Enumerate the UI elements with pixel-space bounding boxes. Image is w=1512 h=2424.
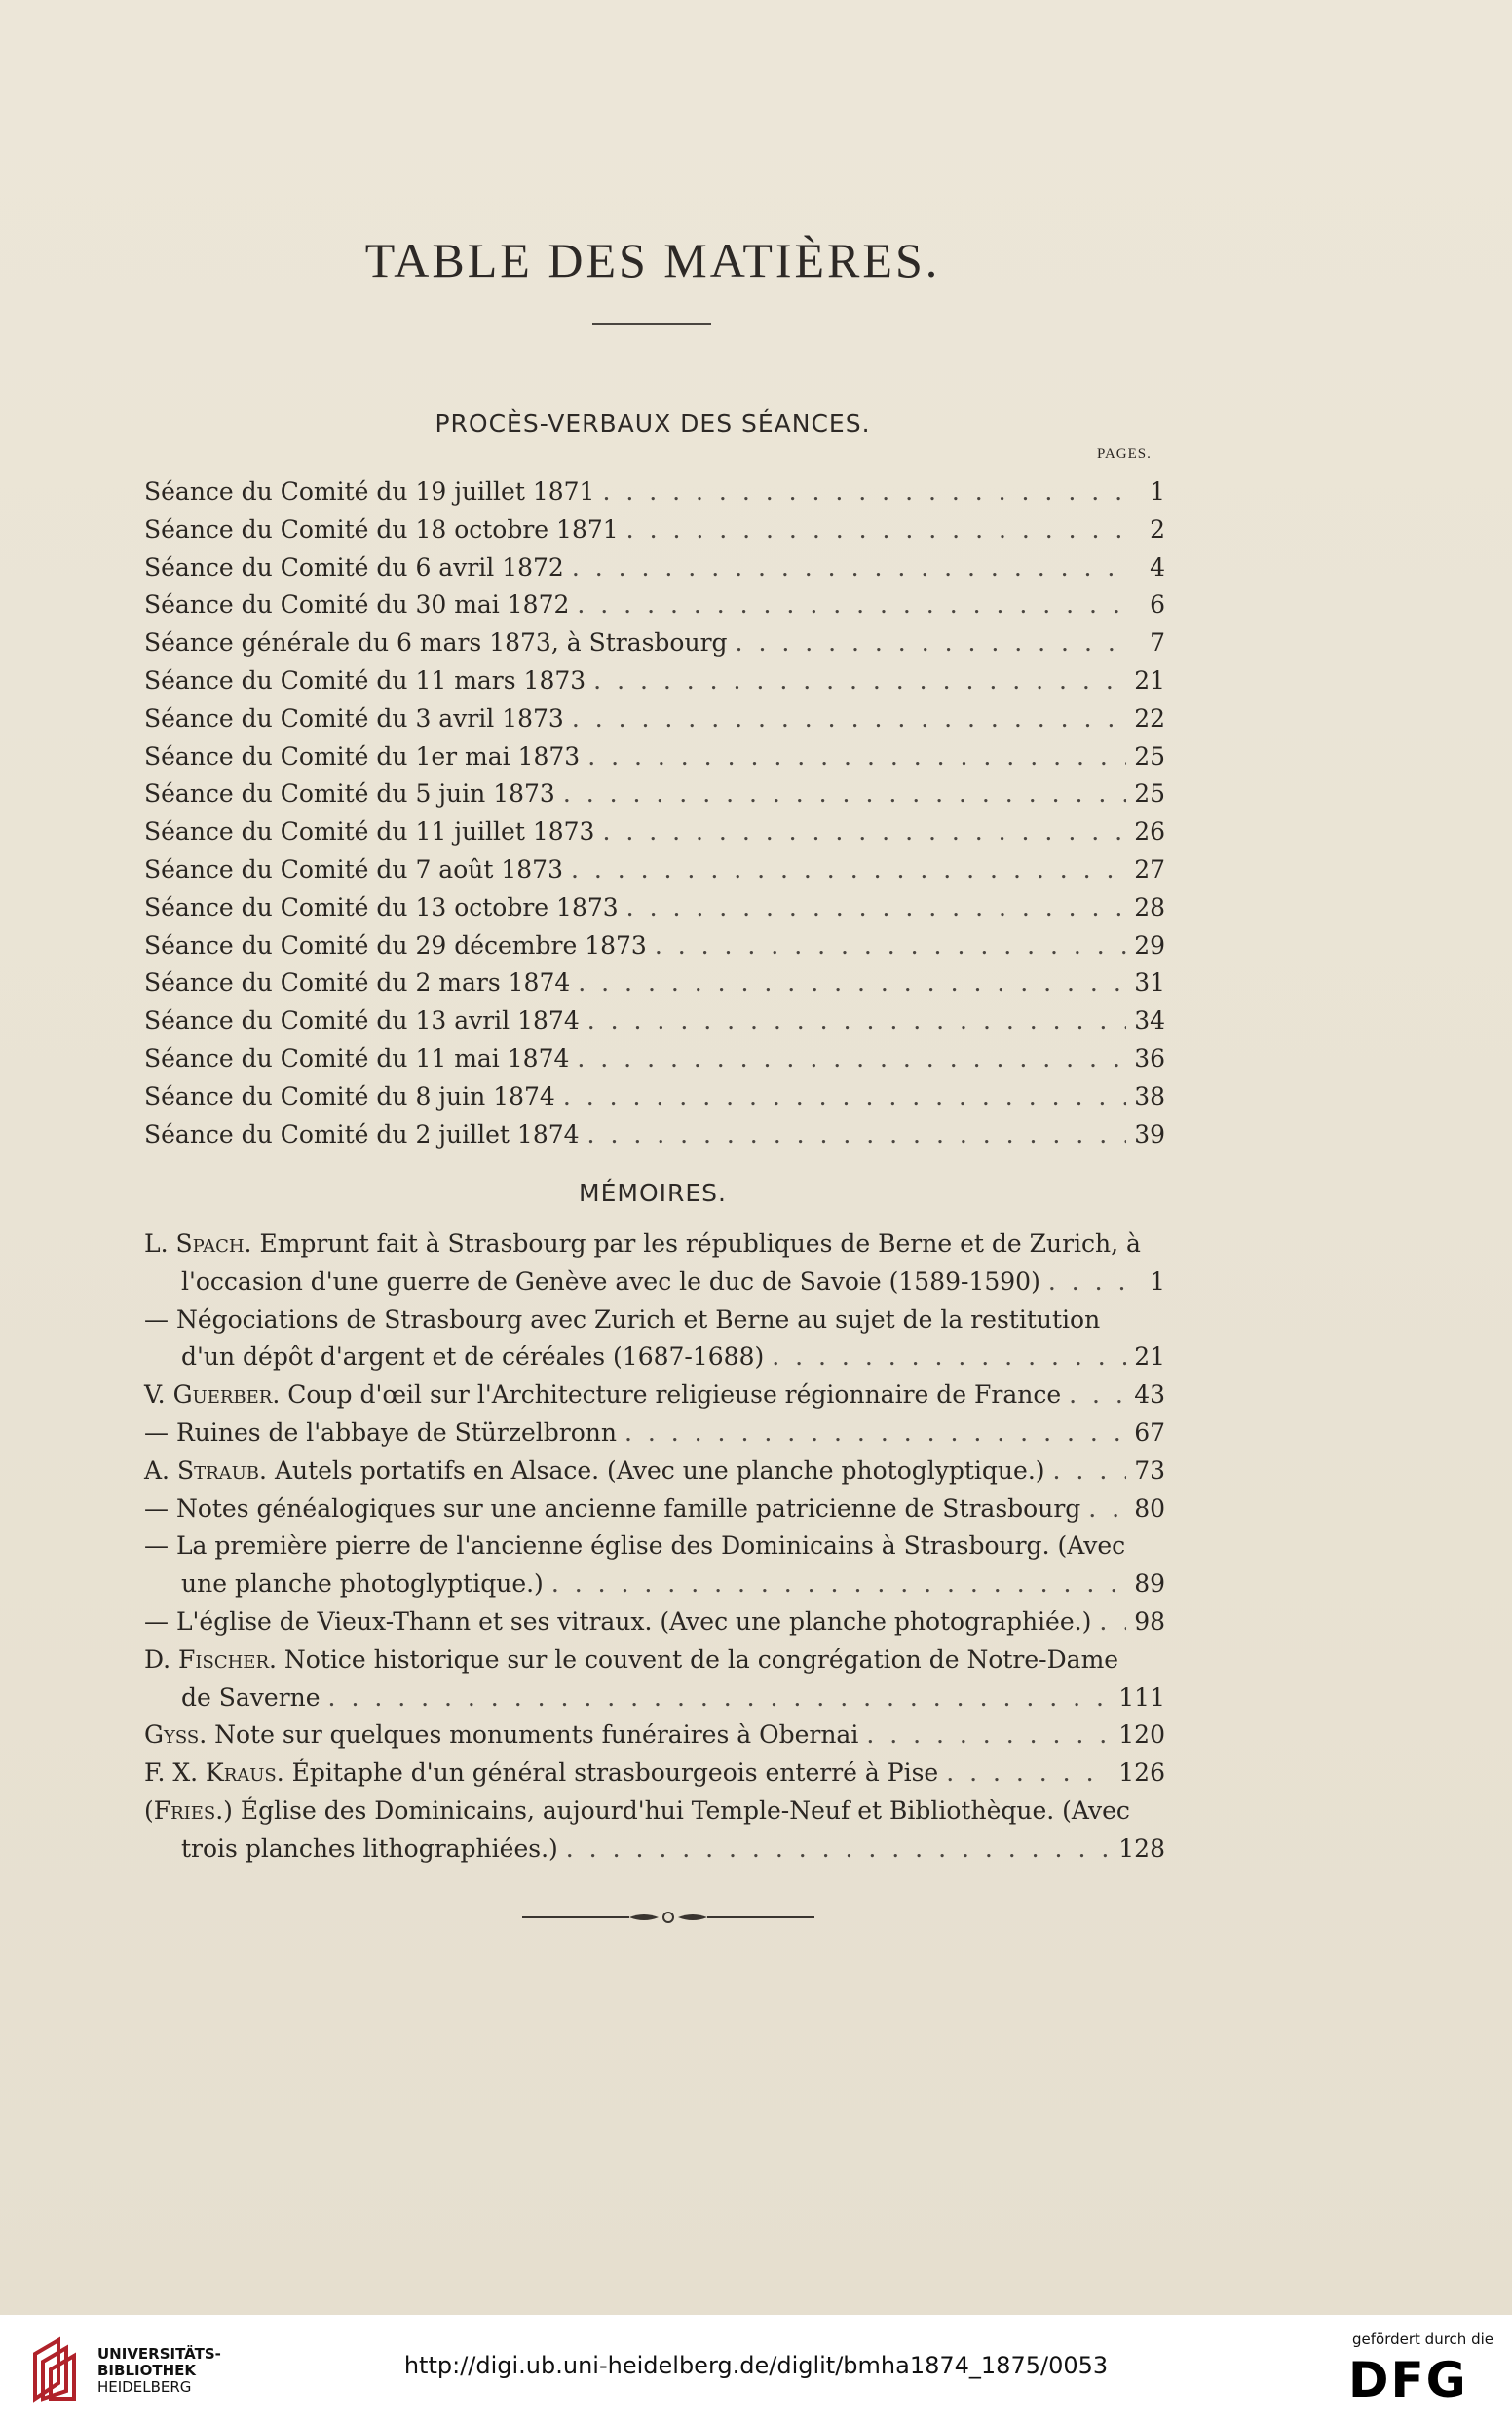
- toc-entry-page: 26: [1134, 817, 1165, 847]
- memoire-page: 43: [1134, 1381, 1165, 1410]
- memoire-title-line: trois planches lithographiées.): [181, 1834, 558, 1863]
- memoire-author: Gyss.: [144, 1721, 208, 1750]
- toc-entry[interactable]: [144, 704, 1165, 742]
- toc-leader-dots: [551, 1570, 1126, 1598]
- funded-by-label: gefördert durch die: [1352, 2330, 1493, 2348]
- toc-leader-dots: [772, 1343, 1126, 1371]
- toc-leader-dots: [571, 855, 1126, 884]
- toc-entry[interactable]: [144, 590, 1165, 628]
- memoire-line: [144, 1495, 1165, 1533]
- memoire-author: —: [144, 1607, 169, 1636]
- memoire-author: V. Guerber.: [144, 1381, 281, 1410]
- toc-entry-page: 25: [1134, 779, 1165, 809]
- toc-leader-dots: [626, 893, 1127, 922]
- memoire-line: [144, 1268, 1165, 1306]
- toc-entry-title: Séance du Comité du 19 juillet 1871: [144, 477, 595, 506]
- memoire-author: —: [144, 1305, 169, 1334]
- toc-entry-title: Séance du Comité du 3 avril 1873: [144, 703, 564, 733]
- memoire-entry[interactable]: [144, 1759, 1165, 1797]
- memoire-entry[interactable]: [144, 1495, 1165, 1533]
- toc-entry-page: 7: [1150, 628, 1165, 658]
- library-name-line3: HEIDELBERG: [97, 2378, 192, 2396]
- memoire-author: —: [144, 1532, 169, 1561]
- toc-entry-page: 22: [1134, 703, 1165, 733]
- toc-leader-dots: [866, 1721, 1111, 1749]
- toc-leader-dots: [566, 1835, 1112, 1863]
- toc-entry-page: 1: [1150, 477, 1165, 506]
- memoire-line: [144, 1457, 1165, 1495]
- toc-entry-title: Séance du Comité du 18 octobre 1871: [144, 514, 619, 544]
- proces-verbaux-list: [144, 477, 1165, 1157]
- document-url[interactable]: http://digi.ub.uni-heidelberg.de/diglit/bmha1874_1875/0053: [403, 2352, 1109, 2379]
- toc-entry[interactable]: [144, 515, 1165, 553]
- memoire-entry[interactable]: [144, 1230, 1165, 1306]
- toc-entry-title: Séance générale du 6 mars 1873, à Strasbourg: [144, 628, 728, 658]
- toc-entry-page: 28: [1134, 892, 1165, 922]
- memoire-line: [144, 1759, 1165, 1797]
- memoire-author: D. Fischer.: [144, 1645, 277, 1674]
- memoire-title-line: Ruines de l'abbaye de Stürzelbronn: [175, 1418, 617, 1447]
- toc-leader-dots: [593, 666, 1126, 695]
- memoire-author: —: [144, 1418, 169, 1447]
- memoire-entry[interactable]: [144, 1608, 1165, 1646]
- toc-leader-dots: [577, 590, 1128, 619]
- toc-entry[interactable]: [144, 893, 1165, 931]
- toc-entry[interactable]: [144, 553, 1165, 591]
- toc-entry[interactable]: [144, 628, 1165, 666]
- toc-leader-dots: [602, 477, 1128, 506]
- memoire-page: 128: [1118, 1834, 1165, 1863]
- memoire-author: —: [144, 1494, 169, 1523]
- toc-entry-title: Séance du Comité du 7 août 1873: [144, 854, 563, 884]
- memoire-line: [144, 1381, 1165, 1419]
- memoire-line: [144, 1797, 1165, 1835]
- toc-entry-page: 29: [1134, 930, 1165, 960]
- memoire-page: 67: [1134, 1418, 1165, 1447]
- toc-entry-title: Séance du Comité du 13 avril 1874: [144, 1006, 580, 1036]
- memoire-title-line: une planche photoglyptique.): [181, 1570, 544, 1599]
- toc-entry-title: Séance du Comité du 30 mai 1872: [144, 590, 570, 620]
- toc-leader-dots: [587, 1006, 1126, 1035]
- toc-entry-title: Séance du Comité du 8 juin 1874: [144, 1081, 555, 1111]
- toc-leader-dots: [563, 1082, 1126, 1111]
- toc-entry[interactable]: [144, 855, 1165, 893]
- title-divider: [592, 323, 711, 325]
- toc-entry-page: 31: [1134, 968, 1165, 998]
- toc-entry[interactable]: [144, 1006, 1165, 1044]
- toc-leader-dots: [1088, 1495, 1126, 1523]
- memoire-line: [144, 1608, 1165, 1646]
- memoire-author: (Fries.): [144, 1796, 233, 1825]
- toc-entry[interactable]: [144, 1120, 1165, 1158]
- memoire-line: [144, 1721, 1165, 1759]
- memoire-title-line: Épitaphe d'un général strasbourgeois enterré à Pise: [291, 1759, 939, 1788]
- toc-leader-dots: [587, 1120, 1127, 1149]
- memoire-title-line: L'église de Vieux-Thann et ses vitraux. (Avec une planche photographiée.): [175, 1607, 1092, 1636]
- memoire-title-line: d'un dépôt d'argent et de céréales (1687-1688): [181, 1343, 765, 1372]
- memoire-page: 73: [1134, 1456, 1165, 1485]
- pages-column-label: PAGES.: [1097, 446, 1152, 462]
- memoire-entry[interactable]: [144, 1457, 1165, 1495]
- memoire-title-line: Notes généalogiques sur une ancienne famille patricienne de Strasbourg: [175, 1494, 1081, 1523]
- memoire-line: [144, 1646, 1165, 1684]
- toc-leader-dots: [328, 1684, 1112, 1712]
- memoires-list: [144, 1230, 1165, 1873]
- memoire-entry[interactable]: [144, 1419, 1165, 1457]
- memoire-page: 80: [1134, 1494, 1165, 1523]
- memoire-title-line: Notice historique sur le couvent de la congrégation de Notre-Dame: [284, 1645, 1119, 1674]
- memoire-title-line: de Saverne: [181, 1683, 321, 1712]
- footer-bar: [0, 2315, 1512, 2424]
- memoire-title-line: l'occasion d'une guerre de Genève avec le duc de Savoie (1589-1590): [181, 1267, 1040, 1296]
- toc-entry[interactable]: [144, 817, 1165, 855]
- toc-entry[interactable]: [144, 477, 1165, 515]
- memoire-page: 21: [1134, 1343, 1165, 1372]
- memoire-entry[interactable]: [144, 1797, 1165, 1873]
- toc-entry-page: 36: [1134, 1043, 1165, 1073]
- toc-entry[interactable]: [144, 666, 1165, 704]
- toc-entry-title: Séance du Comité du 11 mai 1874: [144, 1043, 570, 1073]
- toc-leader-dots: [626, 515, 1128, 544]
- memoire-title-line: Coup d'œil sur l'Architecture religieuse régionnaire de France: [287, 1381, 1062, 1410]
- toc-entry-title: Séance du Comité du 5 juin 1873: [144, 779, 555, 809]
- toc-entry-page: 4: [1150, 552, 1165, 582]
- memoire-line: [144, 1570, 1165, 1608]
- toc-entry[interactable]: [144, 742, 1165, 780]
- section-heading-proces-verbaux: PROCÈS-VERBAUX DES SÉANCES.: [435, 409, 871, 437]
- toc-entry-title: Séance du Comité du 1er mai 1873: [144, 741, 581, 771]
- toc-entry-page: 2: [1150, 514, 1165, 544]
- toc-entry[interactable]: [144, 1082, 1165, 1120]
- memoire-title-line: Autels portatifs en Alsace. (Avec une planche photoglyptique.): [274, 1456, 1045, 1485]
- memoire-title-line: Négociations de Strasbourg avec Zurich et Berne au sujet de la restitution: [175, 1305, 1101, 1334]
- toc-leader-dots: [577, 1044, 1126, 1073]
- memoire-line: [144, 1306, 1165, 1344]
- memoire-author: L. Spach.: [144, 1230, 252, 1258]
- memoire-title-line: Église des Dominicains, aujourd'hui Temple-Neuf et Bibliothèque. (Avec: [240, 1796, 1130, 1825]
- memoire-line: [144, 1343, 1165, 1381]
- toc-leader-dots: [1069, 1381, 1126, 1409]
- memoire-page: 89: [1134, 1570, 1165, 1599]
- memoire-line: [144, 1532, 1165, 1570]
- toc-entry-title: Séance du Comité du 13 octobre 1873: [144, 892, 619, 922]
- memoire-entry[interactable]: [144, 1646, 1165, 1722]
- memoire-author: F. X. Kraus.: [144, 1759, 284, 1788]
- toc-leader-dots: [563, 779, 1126, 808]
- toc-entry-title: Séance du Comité du 2 mars 1874: [144, 968, 571, 998]
- toc-leader-dots: [572, 704, 1126, 733]
- memoire-line: [144, 1684, 1165, 1722]
- toc-leader-dots: [624, 1419, 1126, 1447]
- memoire-page: 126: [1118, 1759, 1165, 1788]
- memoire-entry[interactable]: [144, 1532, 1165, 1608]
- toc-entry-page: 38: [1134, 1081, 1165, 1111]
- memoire-page: 1: [1150, 1267, 1165, 1296]
- dfg-logo[interactable]: DFG: [1348, 2352, 1468, 2408]
- memoire-line: [144, 1419, 1165, 1457]
- toc-entry-page: 34: [1134, 1006, 1165, 1036]
- section-heading-memoires: MÉMOIRES.: [579, 1179, 727, 1207]
- memoire-entry[interactable]: [144, 1721, 1165, 1759]
- toc-leader-dots: [655, 931, 1126, 960]
- toc-entry-title: Séance du Comité du 6 avril 1872: [144, 552, 564, 582]
- toc-entry[interactable]: [144, 968, 1165, 1006]
- toc-leader-dots: [578, 968, 1126, 997]
- toc-leader-dots: [572, 553, 1128, 582]
- toc-entry-title: Séance du Comité du 2 juillet 1874: [144, 1119, 580, 1149]
- memoire-page: 98: [1134, 1607, 1165, 1636]
- page-title: TABLE DES MATIÈRES.: [364, 233, 941, 287]
- library-name-line1: UNIVERSITÄTS-: [97, 2345, 221, 2363]
- toc-leader-dots: [946, 1759, 1111, 1787]
- toc-entry[interactable]: [144, 779, 1165, 817]
- toc-entry-page: 6: [1150, 590, 1165, 620]
- memoire-entry[interactable]: [144, 1381, 1165, 1419]
- toc-entry-page: 27: [1134, 854, 1165, 884]
- toc-entry-page: 39: [1134, 1119, 1165, 1149]
- toc-entry-page: 21: [1134, 665, 1165, 695]
- toc-entry-title: Séance du Comité du 11 mars 1873: [144, 665, 586, 695]
- toc-leader-dots: [736, 628, 1128, 657]
- toc-entry[interactable]: [144, 931, 1165, 969]
- toc-leader-dots: [1099, 1608, 1126, 1636]
- library-name-line2: BIBLIOTHEK: [97, 2362, 196, 2379]
- memoire-entry[interactable]: [144, 1306, 1165, 1382]
- toc-leader-dots: [1048, 1268, 1128, 1296]
- memoire-page: 111: [1118, 1683, 1165, 1712]
- memoire-line: [144, 1230, 1165, 1268]
- toc-leader-dots: [602, 817, 1126, 846]
- toc-entry-title: Séance du Comité du 11 juillet 1873: [144, 817, 595, 847]
- memoire-title-line: Emprunt fait à Strasbourg par les républiques de Berne et de Zurich, à: [259, 1230, 1141, 1258]
- toc-entry-page: 25: [1134, 741, 1165, 771]
- memoire-line: [144, 1835, 1165, 1873]
- memoire-title-line: La première pierre de l'ancienne église des Dominicains à Strasbourg. (Avec: [175, 1532, 1126, 1561]
- memoire-author: A. Straub.: [144, 1456, 267, 1485]
- end-ornament: [522, 1906, 814, 1929]
- memoire-title-line: Note sur quelques monuments funéraires à Obernai: [214, 1721, 859, 1750]
- toc-entry-title: Séance du Comité du 29 décembre 1873: [144, 930, 647, 960]
- memoire-page: 120: [1118, 1721, 1165, 1750]
- toc-entry[interactable]: [144, 1044, 1165, 1082]
- toc-leader-dots: [1053, 1457, 1127, 1485]
- toc-leader-dots: [587, 742, 1126, 771]
